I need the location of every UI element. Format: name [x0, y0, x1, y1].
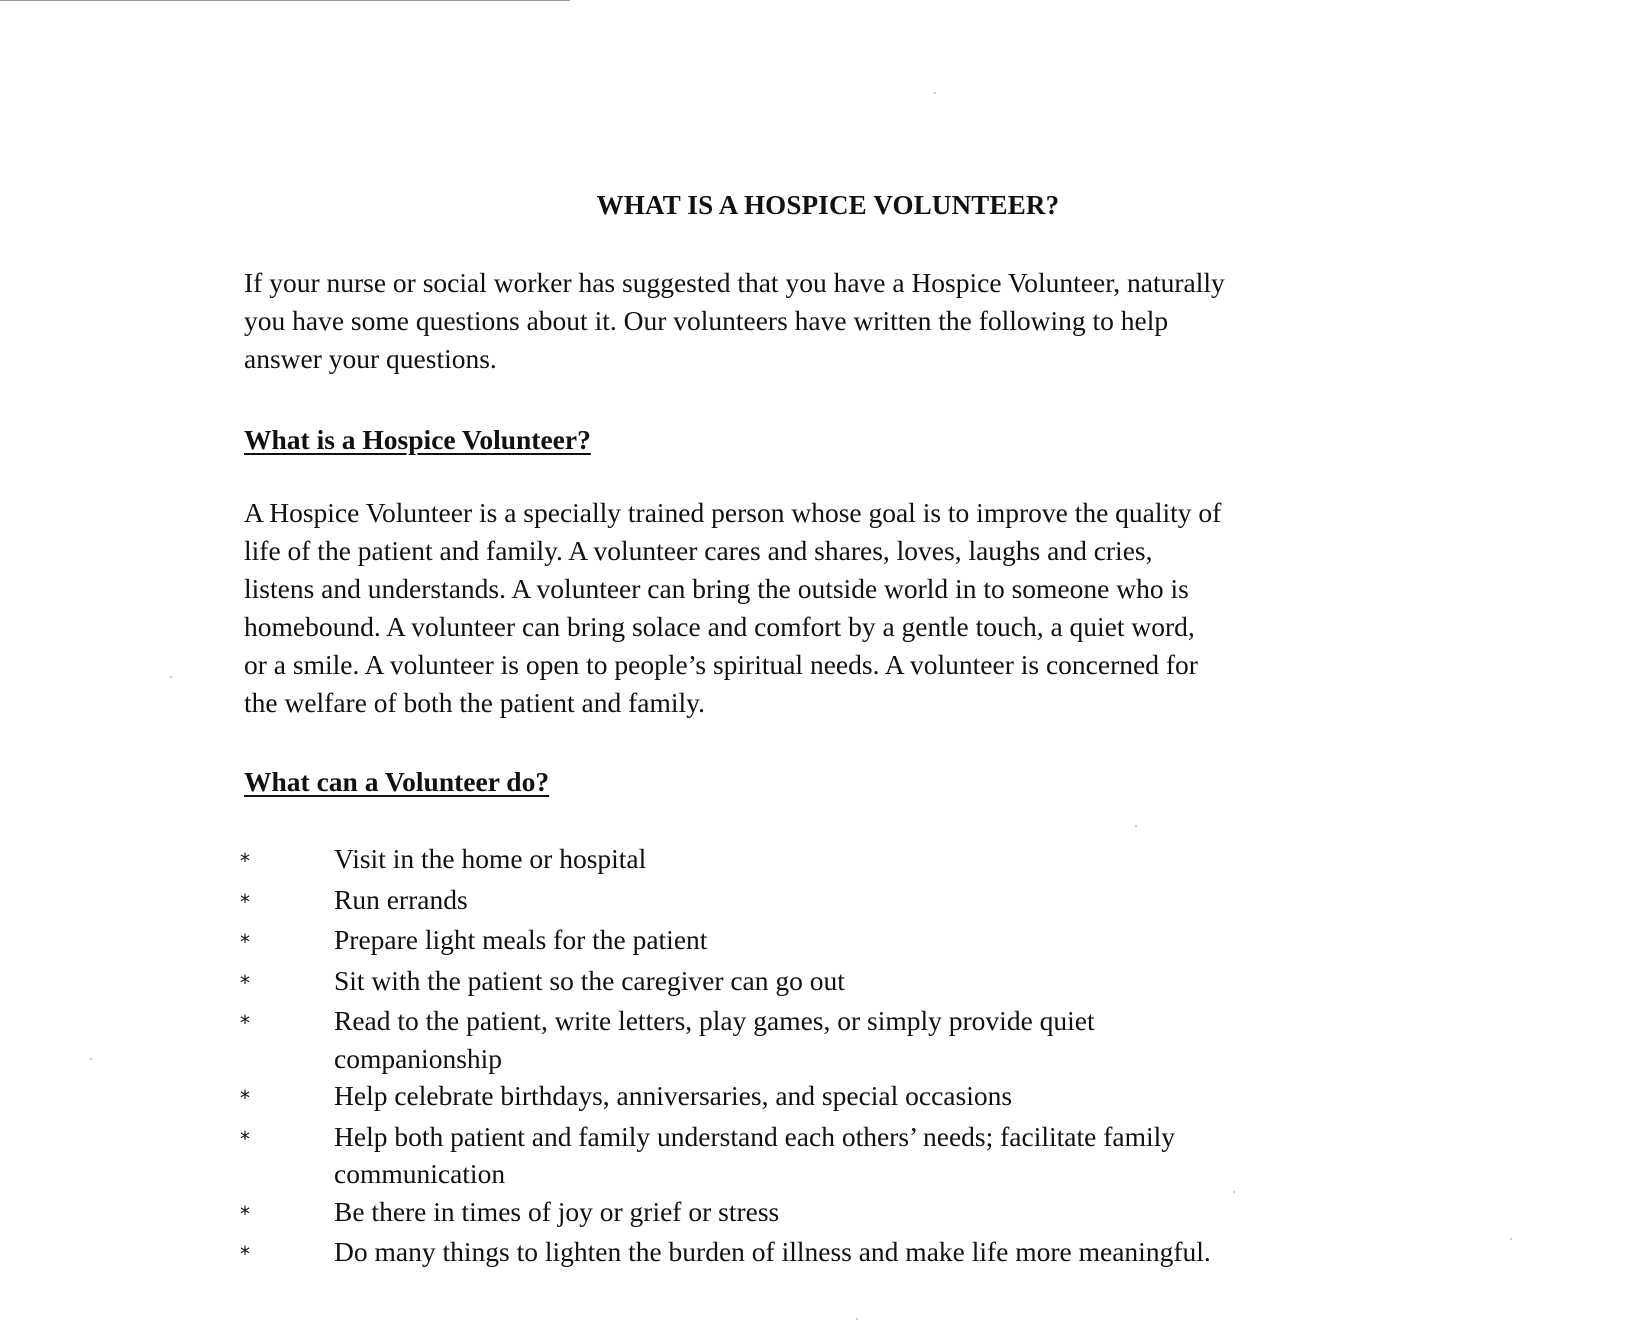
list-item-line: Read to the patient, write letters, play games, or simply provide quiet — [334, 1005, 1095, 1036]
list-item-line: Help both patient and family understand each others’ needs; facilitate family — [334, 1120, 1175, 1152]
scan-speck — [856, 1318, 858, 1320]
intro-paragraph — [244, 264, 1424, 378]
section-heading-what-is: What is a Hospice Volunteer? — [244, 424, 591, 455]
section-heading-what-can: What can a Volunteer do? — [244, 766, 550, 797]
list-item — [240, 881, 1440, 922]
asterisk-bullet-icon: * — [240, 1126, 250, 1151]
scan-speck — [1135, 825, 1137, 827]
page-title: WHAT IS A HOSPICE VOLUNTEER? — [596, 190, 1060, 220]
volunteer-tasks-list — [240, 840, 1440, 1274]
paragraph-line: listens and understands. A volunteer can bring the outside world in to someone who is — [244, 573, 1189, 604]
list-item-line: companionship — [334, 1042, 503, 1074]
list-item-text: Do many things to lighten the burden of illness and make life more meaningful. — [334, 1236, 1211, 1267]
scan-speck — [90, 1058, 92, 1060]
intro-line: you have some questions about it. Our volunteers have written the following to help — [244, 305, 1169, 336]
asterisk-bullet-icon: * — [240, 930, 250, 954]
asterisk-bullet-icon: * — [240, 1011, 250, 1035]
paragraph-line: the welfare of both the patient and family. — [244, 687, 705, 718]
list-item-text: Help celebrate birthdays, anniversaries, and special occasions — [334, 1080, 1013, 1111]
paragraph-line: A Hospice Volunteer is a specially trained person whose goal is to improve the quality of — [244, 497, 1222, 528]
list-item — [240, 1118, 1440, 1193]
list-item — [240, 1193, 1440, 1234]
list-item — [240, 1002, 1440, 1077]
list-item-text: Run errands — [334, 883, 468, 915]
list-item-text: Be there in times of joy or grief or stress — [334, 1195, 780, 1227]
list-item — [240, 1077, 1440, 1118]
asterisk-bullet-icon: * — [240, 849, 250, 873]
asterisk-bullet-icon: * — [240, 1086, 250, 1110]
list-item — [240, 840, 1440, 881]
list-item-line: communication — [334, 1158, 506, 1189]
asterisk-bullet-icon: * — [240, 1242, 250, 1266]
asterisk-bullet-icon: * — [240, 1201, 250, 1226]
scan-speck — [1233, 1191, 1235, 1193]
intro-line: answer your questions. — [244, 343, 497, 374]
list-item-text: Visit in the home or hospital — [334, 843, 647, 874]
scan-speck — [170, 676, 172, 678]
what-is-paragraph — [244, 494, 1424, 722]
asterisk-bullet-icon: * — [240, 889, 250, 914]
scan-speck — [1510, 1238, 1512, 1240]
list-item — [240, 962, 1440, 1003]
list-item — [240, 1233, 1440, 1274]
list-item-text: Prepare light meals for the patient — [334, 924, 708, 955]
list-item-text — [334, 1002, 1095, 1077]
asterisk-bullet-icon: * — [240, 970, 250, 995]
intro-line: If your nurse or social worker has suggested that you have a Hospice Volunteer, naturally — [244, 267, 1225, 298]
scan-speck — [934, 92, 936, 94]
paragraph-line: or a smile. A volunteer is open to people’s spiritual needs. A volunteer is concerned for — [244, 649, 1198, 680]
list-item-text: Sit with the patient so the caregiver can go out — [334, 964, 845, 996]
paragraph-line: life of the patient and family. A volunteer cares and shares, loves, laughs and cries, — [244, 535, 1153, 566]
paragraph-line: homebound. A volunteer can bring solace and comfort by a gentle touch, a quiet word, — [244, 611, 1195, 642]
list-item-text — [334, 1118, 1175, 1193]
list-item — [240, 921, 1440, 962]
